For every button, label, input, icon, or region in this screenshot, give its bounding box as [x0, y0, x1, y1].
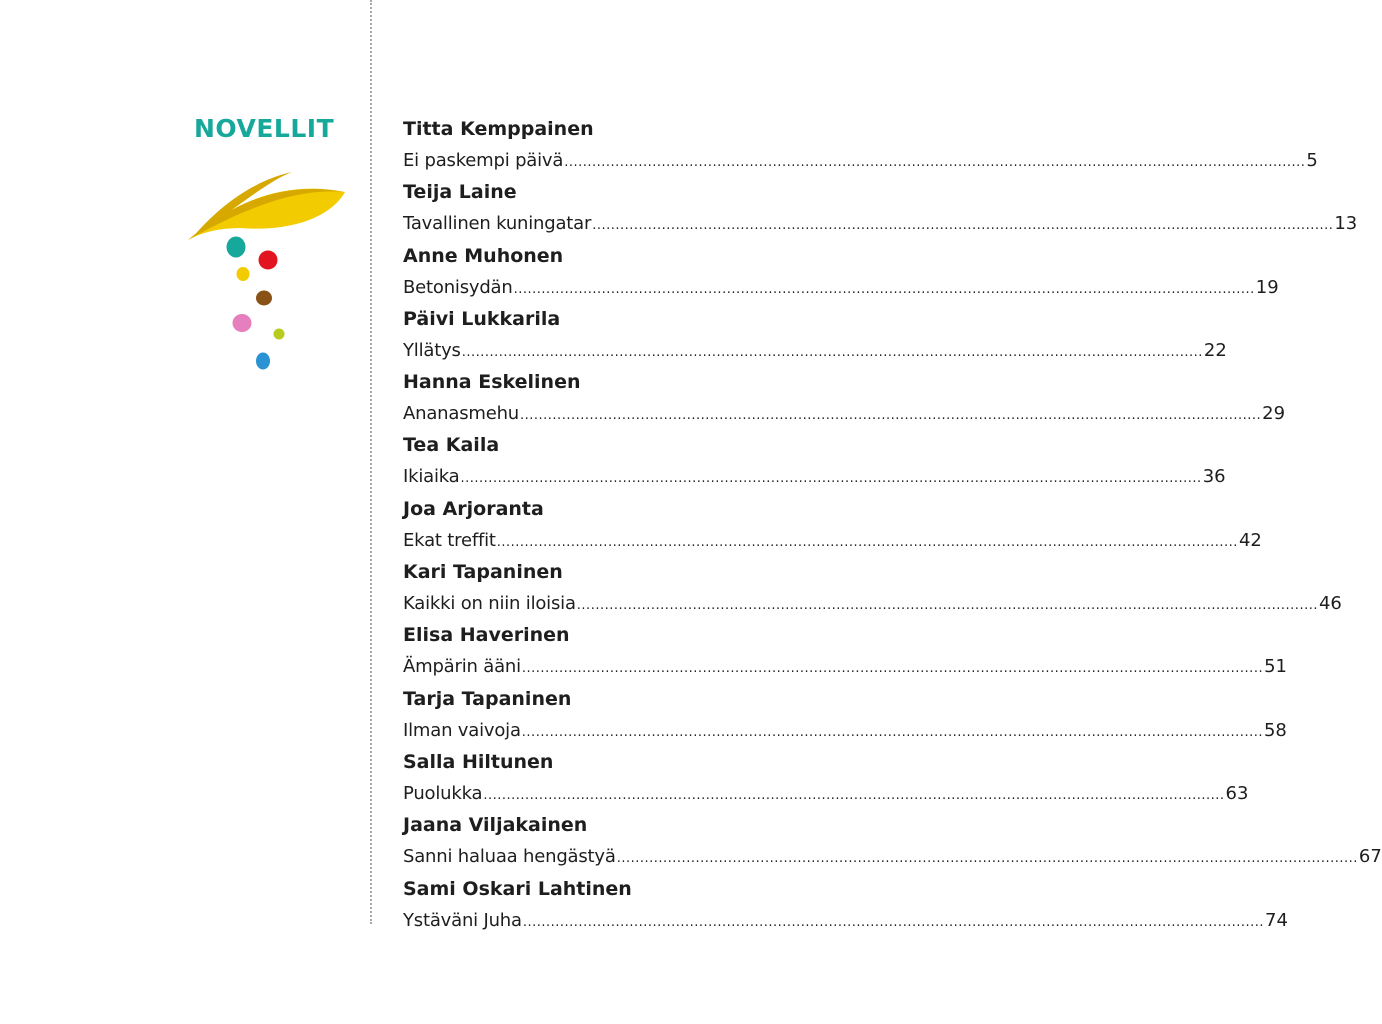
toc-entry[interactable] — [403, 114, 1318, 177]
toc-line — [403, 398, 1286, 429]
toc-leader-dots: ................................................................................................................................................................ — [564, 155, 1306, 170]
toc-story-title: Ämpärin ääni — [403, 656, 521, 678]
toc-author: Joa Arjoranta — [403, 497, 544, 520]
toc-story-title: Kaikki on niin iloisia — [403, 593, 576, 615]
toc-page-number: 36 — [1202, 466, 1226, 488]
toc-entry[interactable] — [403, 874, 1288, 937]
toc-leader-dots: ................................................................................................................................................................ — [460, 471, 1202, 487]
toc-line — [403, 841, 1382, 872]
toc-author: Titta Kemppainen — [403, 118, 594, 140]
toc-author: Tea Kaila — [403, 434, 500, 457]
toc-author: Elisa Haverinen — [403, 624, 570, 647]
toc-line — [403, 461, 1226, 492]
toc-author: Kari Tapaninen — [403, 561, 563, 584]
toc-entry[interactable] — [403, 304, 1227, 367]
toc-story-title: Yllätys — [403, 339, 461, 361]
toc-page-number: 29 — [1262, 403, 1286, 425]
toc-page-number: 19 — [1255, 276, 1279, 298]
toc-line — [403, 651, 1287, 682]
toc-leader-dots: ................................................................................................................................................................ — [521, 661, 1264, 677]
toc-page-number: 51 — [1264, 656, 1287, 678]
toc-leader-dots: ................................................................................................................................................................ — [496, 534, 1238, 550]
toc-line — [403, 335, 1227, 366]
dot-yellow — [237, 267, 250, 281]
toc-entry[interactable] — [403, 557, 1342, 620]
toc-line — [403, 715, 1287, 746]
toc-entry[interactable] — [403, 494, 1262, 557]
toc-entry[interactable] — [403, 684, 1287, 747]
toc-page-number: 58 — [1263, 719, 1287, 741]
toc-leader-dots: ................................................................................................................................................................ — [513, 281, 1255, 297]
toc-story-title: Ystäväni Juha — [403, 909, 522, 931]
toc-author: Sami Oskari Lahtinen — [403, 877, 632, 900]
toc-page-number: 46 — [1318, 593, 1342, 615]
toc-leader-dots: ................................................................................................................................................................ — [576, 598, 1318, 614]
toc-page-number: 63 — [1225, 782, 1249, 804]
dot-red — [259, 251, 278, 270]
toc-story-title: Ikiaika — [403, 466, 460, 488]
dot-lime — [274, 329, 285, 340]
toc-line — [403, 778, 1249, 809]
toc-entry[interactable] — [403, 430, 1226, 493]
toc-entry[interactable] — [403, 810, 1382, 873]
toc-leader-dots: ................................................................................................................................................................ — [616, 851, 1358, 867]
toc-story-title: Sanni haluaa hengästyä — [403, 846, 616, 868]
toc-page-number: 67 — [1358, 846, 1382, 868]
toc-line — [403, 208, 1358, 239]
toc-story-title: Ei paskempi päivä — [403, 150, 564, 171]
toc-entry[interactable] — [403, 177, 1358, 240]
toc-page-number: 74 — [1265, 909, 1288, 931]
toc-line — [403, 272, 1279, 303]
toc-page-number: 13 — [1334, 213, 1358, 235]
toc-entry[interactable] — [403, 367, 1286, 430]
toc-leader-dots: ................................................................................................................................................................ — [521, 724, 1263, 740]
toc-leader-dots: ................................................................................................................................................................ — [483, 787, 1225, 803]
toc-leader-dots: ................................................................................................................................................................ — [520, 408, 1262, 424]
toc-author: Anne Muhonen — [403, 244, 564, 267]
table-of-contents — [403, 114, 1382, 937]
dot-pink — [233, 314, 252, 332]
toc-entry[interactable] — [403, 241, 1279, 304]
dot-teal — [227, 237, 246, 258]
toc-story-title: Tavallinen kuningatar — [403, 213, 592, 235]
dotted-divider — [370, 0, 372, 924]
toc-author: Tarja Tapaninen — [403, 687, 572, 710]
toc-line — [403, 588, 1342, 619]
toc-leader-dots: ................................................................................................................................................................ — [592, 218, 1334, 234]
dot-brown — [256, 291, 272, 306]
toc-author: Salla Hiltunen — [403, 750, 554, 773]
toc-leader-dots: ................................................................................................................................................................ — [522, 914, 1265, 930]
toc-entry[interactable] — [403, 747, 1249, 810]
toc-story-title: Ilman vaivoja — [403, 719, 521, 741]
dot-blue — [256, 353, 270, 370]
toc-story-title: Puolukka — [403, 782, 483, 804]
toc-leader-dots: ................................................................................................................................................................ — [461, 344, 1203, 360]
toc-author: Hanna Eskelinen — [403, 371, 581, 394]
leaf-ornament-icon — [180, 150, 355, 380]
toc-line — [403, 145, 1318, 176]
toc-page-number: 22 — [1203, 339, 1227, 361]
toc-line — [403, 905, 1288, 936]
toc-line — [403, 525, 1262, 556]
toc-page-number: 42 — [1238, 529, 1262, 551]
toc-author: Päivi Lukkarila — [403, 307, 561, 330]
toc-story-title: Ekat treffit — [403, 529, 496, 551]
toc-story-title: Ananasmehu — [403, 403, 519, 425]
toc-page-number: 5 — [1306, 150, 1318, 171]
toc-author: Teija Laine — [403, 181, 517, 204]
toc-story-title: Betonisydän — [403, 276, 513, 298]
section-title: NOVELLIT — [194, 114, 335, 143]
toc-entry[interactable] — [403, 620, 1287, 683]
toc-author: Jaana Viljakainen — [403, 814, 588, 837]
